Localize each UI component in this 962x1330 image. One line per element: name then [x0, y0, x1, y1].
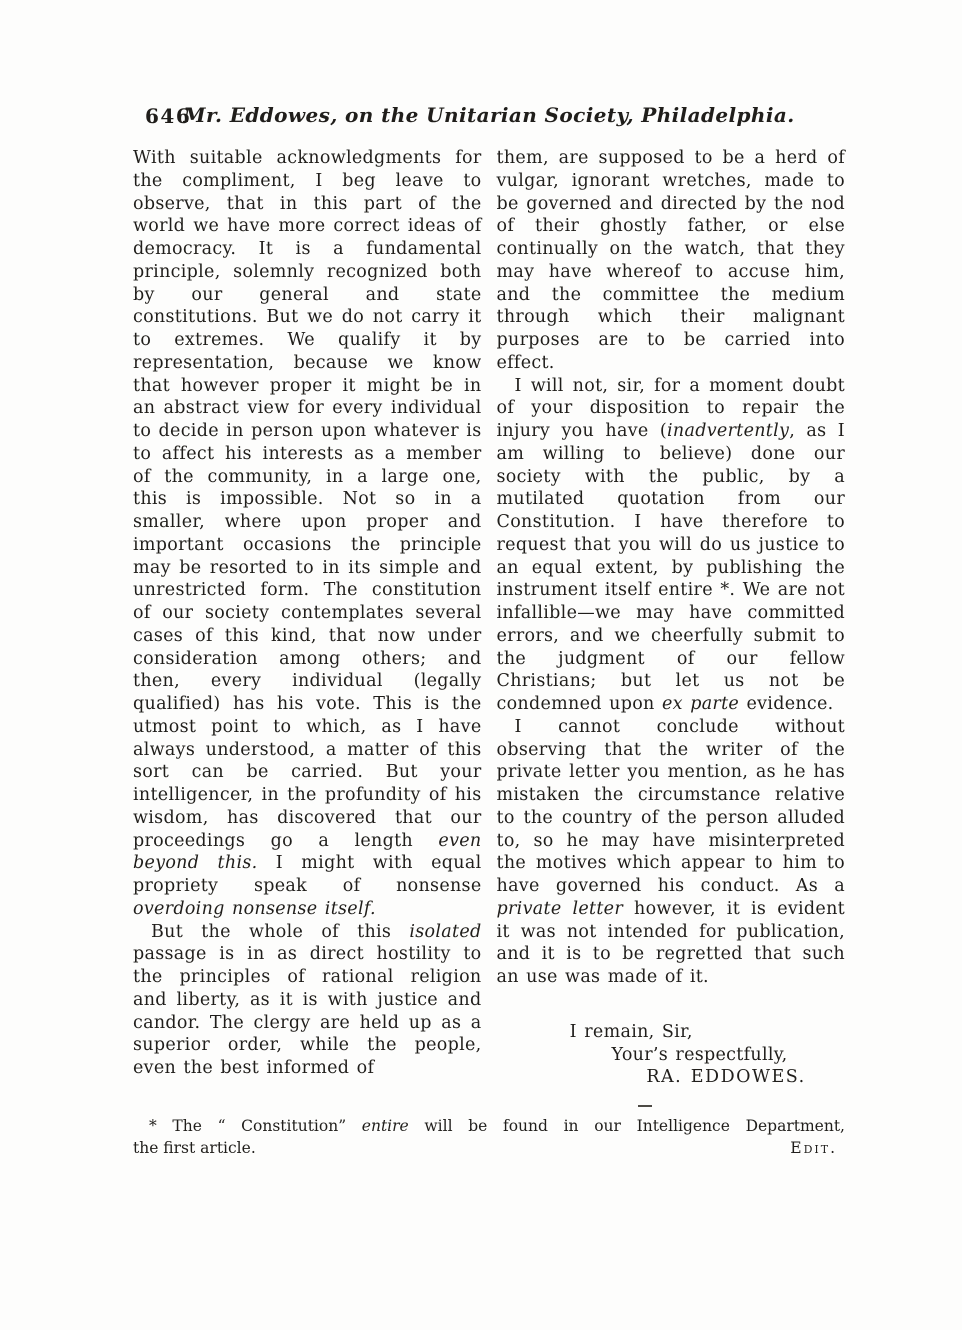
text-segment: I cannot conclude without observing that the writer of the private letter you mention, as he has mistaken the circumstance relative to the country of the person alluded to, so he may have misinterpreted the motives which appear to him to have governed his conduct. As a [496, 716, 845, 896]
paragraph [133, 921, 482, 1080]
text-segment: , as I am willing to believe) done our society with the public, by a mutilated quotation from our Constitution. I have therefore to request that you will do us justice to an equal extent, by publishing the instrument itself entire *. We are not infallible—we may have committed errors, and we cheerfully submit to the judgment of our fellow Christians; but let us not be condemned upon [496, 421, 845, 714]
paragraph [497, 716, 846, 989]
footnote-separator [638, 1105, 652, 1107]
text-segment: I will not, sir, for a moment doubt of your disposition to repair the injury you have ( [496, 375, 845, 441]
paragraph [133, 147, 482, 921]
signature-line: Your’s respectfully, [611, 1044, 788, 1065]
footnote-text-line-1 [133, 1116, 845, 1138]
text-segment: * The “ Constitution” [149, 1117, 362, 1135]
footnote-attribution: Edit. [790, 1138, 837, 1157]
two-column-text [133, 147, 845, 1089]
right-column-paragraphs [497, 147, 846, 989]
signature-line: RA. EDDOWES. [646, 1067, 806, 1088]
text-segment: I might with equal propriety speak of nonsense [133, 853, 482, 896]
text-segment: even beyond this. [133, 830, 482, 874]
left-column [133, 147, 482, 1089]
text-segment: evidence. [739, 694, 834, 714]
text-segment: however, it is evident it was not intended for publication, and it is to be regretted that such an use was made of it. [496, 898, 845, 987]
text-segment: inadvertently [667, 421, 790, 441]
text-segment: With suitable acknowledgments for the compliment, I beg leave to observe, that in this part of the world we have more correct ideas of democracy. It is a fundamental principle, solemnly recognized both by our general and state constitutions. But we do not carry it to extremes. We qualify it by representation, because we know that however proper it might be in an abstract view for every individual to decide in person upon whatever is to affect his interests as a member of the community, in a large one, this is impossible. Not so in a smaller, where upon proper and important occasions the principle may be resorted to in its simple and unrestricted form. The constitution of our society contemplates several cases of this kind, that now under consideration among others; and then, every individual (legally qualified) has his vote. This is the utmost point to which, as I have always understood, a matter of this sort can be carried. But your intelligencer, in the profundity of his wisdom, has discovered that our proceedings go a length [133, 148, 482, 851]
paragraph [497, 375, 846, 716]
page-number: 646 [145, 104, 192, 128]
footnote-text-line-2 [133, 1138, 845, 1160]
signature-line: I remain, Sir, [569, 1021, 693, 1042]
text-segment: isolated [409, 921, 482, 942]
signature-block [497, 1017, 846, 1089]
text-segment: But the whole of this [151, 921, 410, 942]
footnote-text-continuation: the first article. [133, 1138, 256, 1157]
footnote [133, 1105, 845, 1159]
text-segment: private letter [496, 898, 624, 919]
running-title: Mr. Eddowes, on the Unitarian Society, Philadelphia. [183, 103, 795, 127]
page-header [133, 103, 845, 133]
text-segment: overdoing nonsense itself. [133, 898, 376, 919]
right-column [497, 147, 846, 1089]
text-segment: ex parte [662, 694, 740, 714]
text-segment: them, are supposed to be a herd of vulgar, ignorant wretches, made to be governed and directed by the nod of their ghostly father, or else continually on the watch, that they may have whereof to accuse him, and the committee the medium through which their malignant purposes are to be carried into effect. [496, 148, 845, 373]
text-segment: entire [361, 1117, 409, 1135]
text-segment: passage is in as direct hostility to the principles of rational religion and liberty, as it is with justice and candor. The clergy are held up as a superior order, while the people, even the best informed of [133, 944, 482, 1078]
text-block [133, 103, 845, 1159]
paragraph [497, 147, 846, 375]
text-segment: will be found in our Intelligence Department, [408, 1117, 845, 1135]
